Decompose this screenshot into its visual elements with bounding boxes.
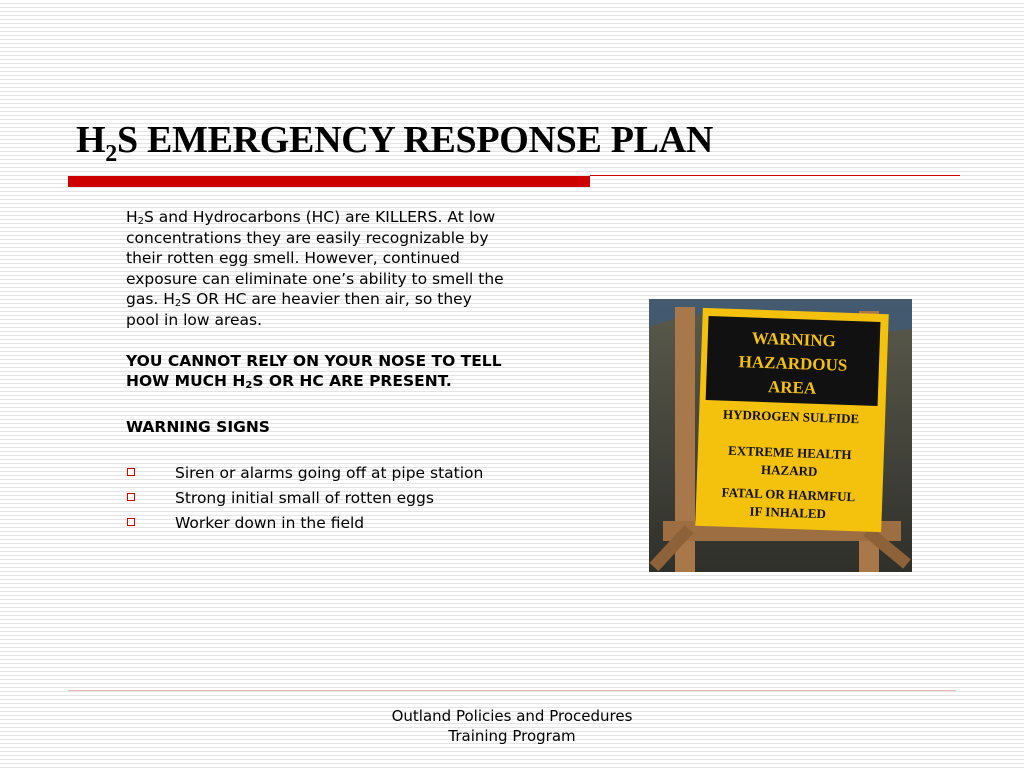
warning-signs-list [126,463,506,533]
square-bullet-icon [127,493,135,501]
footer-line-2: Training Program [448,727,576,745]
list-item [126,463,506,484]
list-item-text: Siren or alarms going off at pipe station [175,464,484,483]
slide-title [76,118,713,167]
list-item [126,488,506,509]
intro-paragraph [126,207,506,331]
sign-line-2: HAZARDOUS [738,352,848,375]
sign-line-7: FATAL OR HARMFUL [721,484,856,505]
sign-line-4: HYDROGEN SULFIDE [722,406,860,427]
warning-sign-illustration [649,299,912,572]
sign-line-1: WARNING [751,328,837,351]
footer-line-1: Outland Policies and Procedures [391,707,633,725]
list-item [126,513,506,534]
warning-statement [126,351,506,392]
footer-divider [68,690,956,691]
sign-line-8: IF INHALED [749,503,827,522]
title-prefix: H [76,119,106,161]
warning-subscript: 2 [245,380,253,392]
sign-line-3: AREA [767,377,817,398]
warning-text-2: S OR HC ARE PRESENT. [252,372,452,391]
slide-body [126,207,506,537]
list-item-text: Strong initial small of rotten eggs [175,488,434,507]
warning-sign-photo [649,299,912,572]
intro-text-1: H [126,208,138,226]
title-underline-thin [590,175,960,176]
warning-text-1: YOU CANNOT RELY ON YOUR NOSE TO TELL HOW MUCH H [126,351,502,391]
intro-subscript-2: 2 [174,298,182,310]
title-rest: S EMERGENCY RESPONSE PLAN [116,119,713,161]
title-subscript: 2 [105,141,117,167]
square-bullet-icon [127,518,135,526]
title-underline-thick [68,176,590,187]
intro-subscript-1: 2 [137,216,145,227]
square-bullet-icon [127,468,135,476]
intro-text-2: S and Hydrocarbons (HC) are KILLERS. At low concentrations they are easily recognizable by their rotten egg smell. However, continued exposure can eliminate one’s ability to smell the gas. H [126,208,504,309]
list-item-text: Worker down in the field [175,513,365,532]
sign-line-5: EXTREME HEALTH [727,442,852,463]
intro-text-3: S OR HC are heavier then air, so they pool in low areas. [126,290,472,329]
sign-line-6: HAZARD [760,461,818,479]
slide-footer [352,706,672,746]
warning-signs-heading: WARNING SIGNS [126,417,270,436]
